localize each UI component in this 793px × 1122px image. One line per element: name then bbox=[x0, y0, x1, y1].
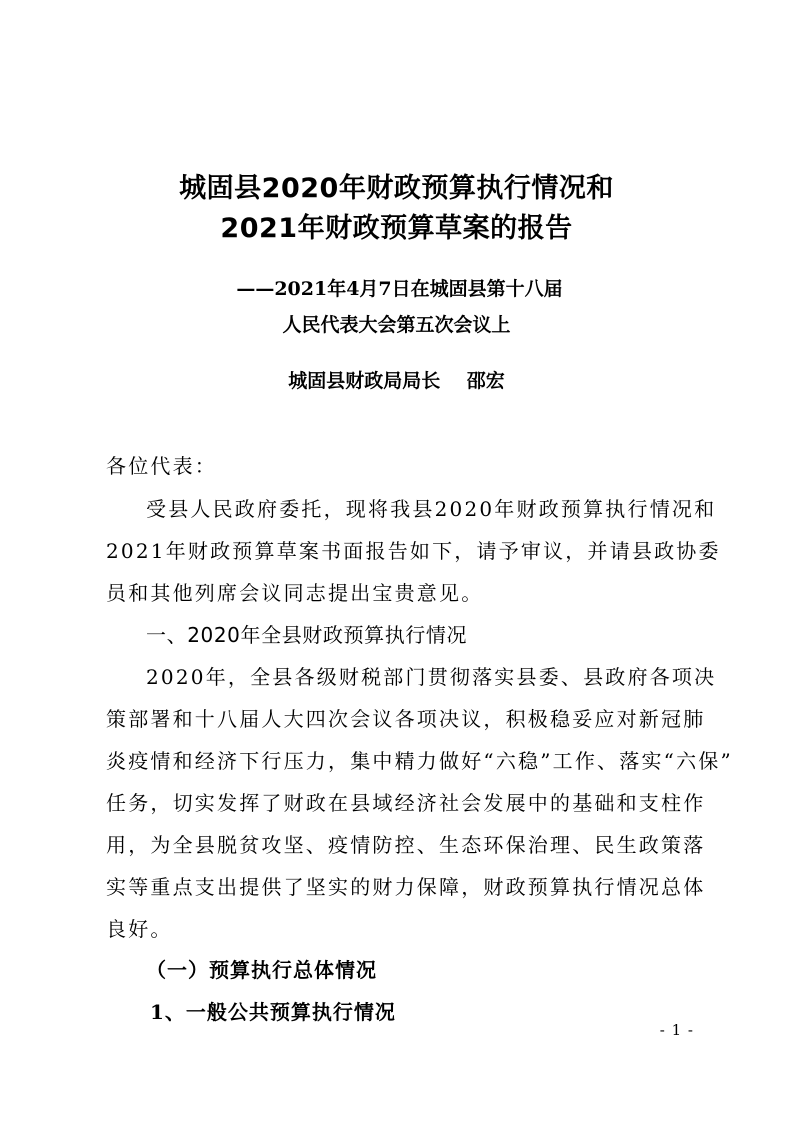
section-1-line-1: 2020年，全县各级财税部门贯彻落实县委、县政府各项决 bbox=[146, 665, 717, 689]
sub-subsection-heading: 1、一般公共预算执行情况 bbox=[150, 1000, 396, 1024]
section-1-heading: 一、2020年全县财政预算执行情况 bbox=[146, 623, 468, 647]
report-title-line-1: 城固县2020年财政预算执行情况和 bbox=[179, 173, 614, 204]
section-1-line-3: 炎疫情和经济下行压力，集中精力做好“六稳”工作、落实“六保” bbox=[106, 749, 733, 773]
intro-line-1: 受县人民政府委托，现将我县2020年财政预算执行情况和 bbox=[146, 497, 717, 521]
report-subtitle-line-2: 人民代表大会第五次会议上 bbox=[282, 314, 511, 336]
report-title-line-2: 2021年财政预算草案的报告 bbox=[220, 213, 573, 244]
section-1-line-5: 用，为全县脱贫攻坚、疫情防控、生态环保治理、民生政策落 bbox=[106, 833, 706, 857]
intro-line-2: 2021年财政预算草案书面报告如下，请予审议，并请县政协委 bbox=[106, 539, 721, 563]
section-1-line-4: 任务，切实发挥了财政在县域经济社会发展中的基础和支柱作 bbox=[106, 791, 706, 815]
salutation: 各位代表： bbox=[106, 454, 217, 478]
intro-line-3: 员和其他列席会议同志提出宝贵意见。 bbox=[106, 581, 484, 605]
subsection-heading: （一）预算执行总体情况 bbox=[146, 958, 377, 982]
section-1-line-7: 良好。 bbox=[106, 917, 173, 941]
section-1-line-2: 策部署和十八届人大四次会议各项决议，积极稳妥应对新冠肺 bbox=[106, 707, 706, 731]
page-number: - 1 - bbox=[659, 1021, 694, 1039]
report-author: 城固县财政局局长 邵宏 bbox=[288, 370, 505, 392]
report-subtitle-line-1: ——2021年4月7日在城固县第十八届 bbox=[236, 278, 563, 300]
section-1-line-6: 实等重点支出提供了坚实的财力保障，财政预算执行情况总体 bbox=[106, 875, 706, 899]
